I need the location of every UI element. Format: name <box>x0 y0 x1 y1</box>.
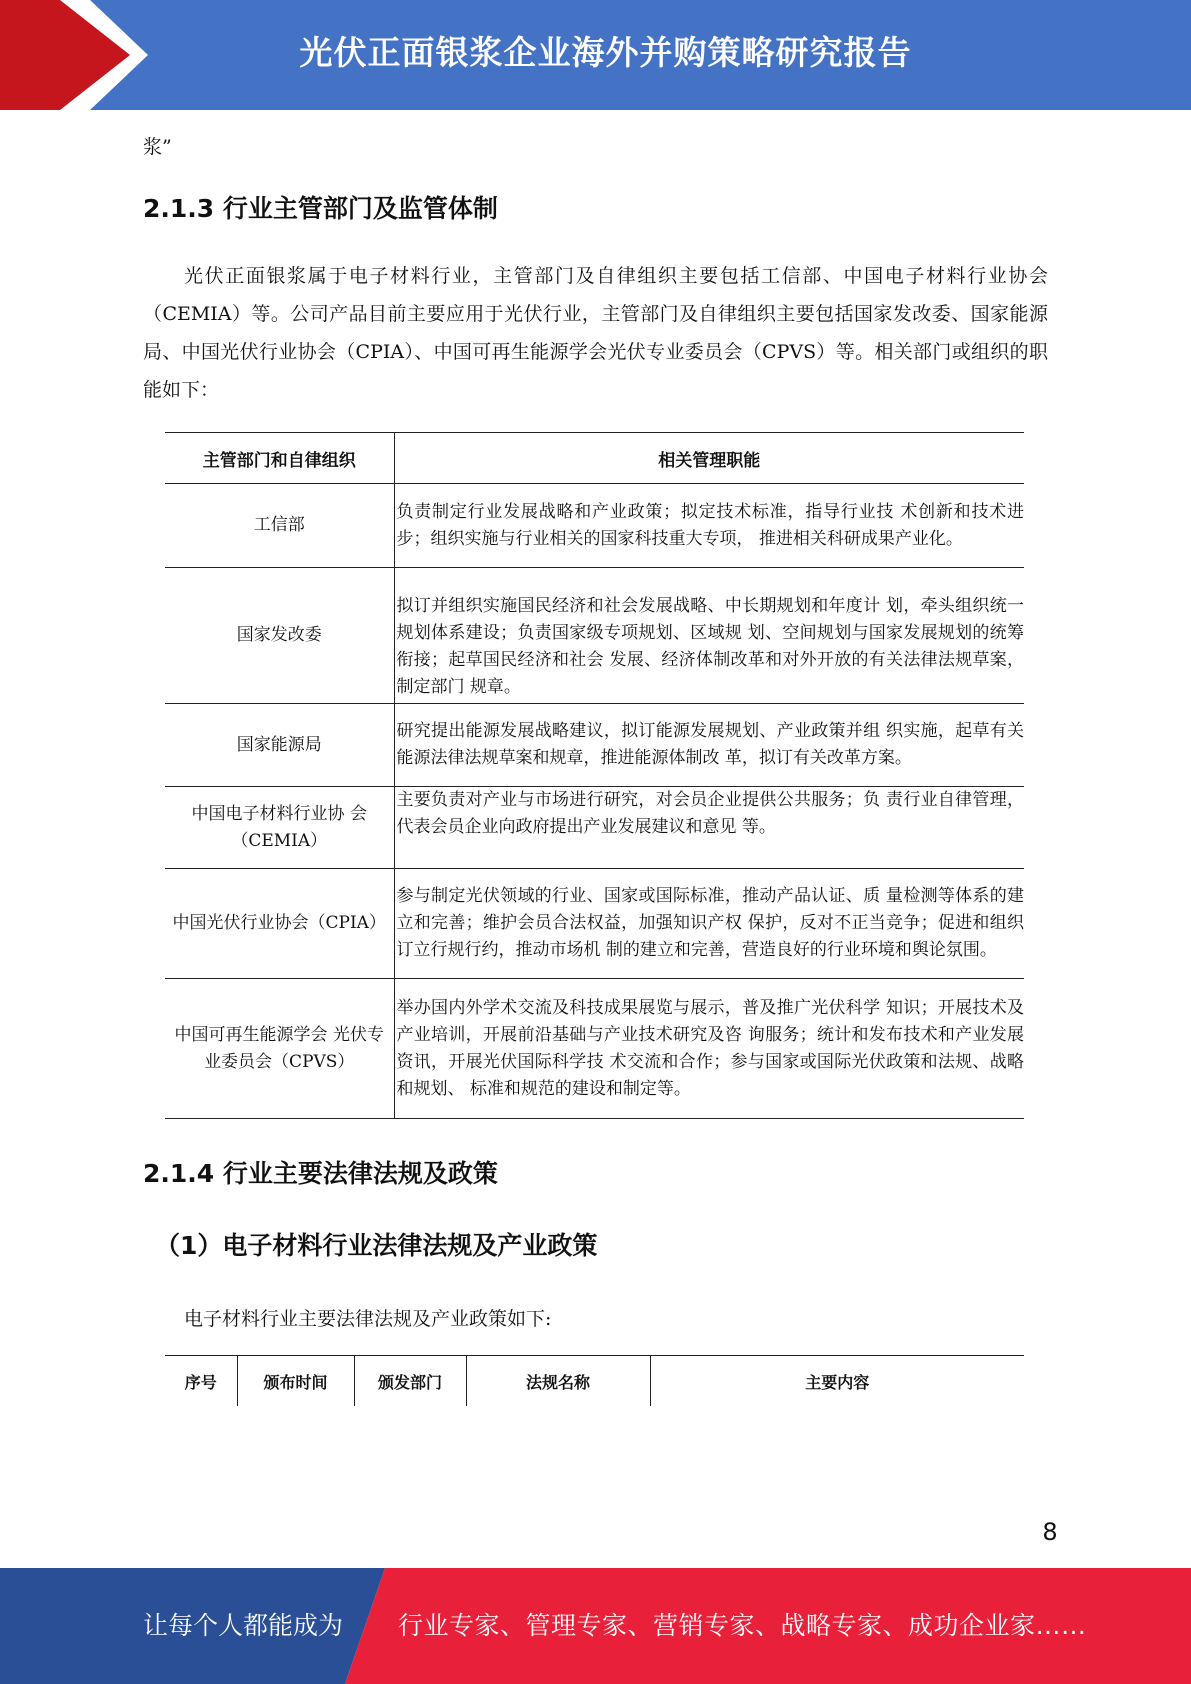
duties-table <box>165 432 1024 1119</box>
table-row <box>165 787 1024 869</box>
org-cell: 中国可再生能源学会 光伏专业委员会（CPVS） <box>165 979 394 1119</box>
carryover-text: 浆” <box>143 136 172 158</box>
table-row <box>165 979 1024 1119</box>
duty-cell: 研究提出能源发展战略建议，拟订能源发展规划、产业政策并组 织实施，起草有关能源法律法规草案和规章，推进能源体制改 革，拟订有关改革方案。 <box>394 704 1024 787</box>
table-header-row <box>165 1356 1024 1407</box>
org-cell: 国家能源局 <box>165 704 394 787</box>
duty-cell: 举办国内外学术交流及科技成果展览与展示，普及推广光伏科学 知识；开展技术及产业培训，开展前沿基础与产业技术研究及咨 询服务；统计和发布技术和产业发展资讯，开展光伏国际科学技 术交流和合作；参与国家或国际光伏政策和法规、战略和规划、 标准和规范的建设和制定等。 <box>394 979 1024 1119</box>
duty-cell: 负责制定行业发展战略和产业政策；拟定技术标准，指导行业技 术创新和技术进步；组织实施与行业相关的国家科技重大专项， 推进相关科研成果产业化。 <box>394 484 1024 568</box>
column-header: 颁布时间 <box>237 1356 354 1407</box>
org-cell: 中国电子材料行业协 会（CEMIA） <box>165 787 394 869</box>
section-heading-2-1-4: 2.1.4 行业主要法律法规及政策 <box>143 1159 498 1188</box>
column-header: 法规名称 <box>466 1356 650 1407</box>
section-heading-2-1-3: 2.1.3 行业主管部门及监管体制 <box>143 194 498 223</box>
duty-cell: 主要负责对产业与市场进行研究，对会员企业提供公共服务；负 责行业自律管理，代表会员企业向政府提出产业发展建议和意见 等。 <box>394 787 1024 869</box>
table-row <box>165 484 1024 568</box>
report-title: 光伏正面银浆企业海外并购策略研究报告 <box>299 33 912 72</box>
subsection-heading: （1）电子材料行业法律法规及产业政策 <box>155 1231 598 1260</box>
org-cell: 工信部 <box>165 484 394 568</box>
column-header: 主管部门和自律组织 <box>165 433 394 484</box>
page-header <box>0 0 1191 110</box>
footer-slogan-right: 行业专家、管理专家、营销专家、战略专家、成功企业家…… <box>398 1611 1087 1640</box>
table-row <box>165 869 1024 979</box>
section-paragraph: 光伏正面银浆属于电子材料行业，主管部门及自律组织主要包括工信部、中国电子材料行业协会（CEMIA）等。公司产品目前主要应用于光伏行业，主管部门及自律组织主要包括国家发改委、国家能源局、中国光伏行业协会（CPIA）、中国可再生能源学会光伏专业委员会（CPVS）等。相关部门或组织的职能如下： <box>143 265 1048 401</box>
table-row <box>165 704 1024 787</box>
duties-table-container <box>165 432 1024 1119</box>
column-header: 主要内容 <box>650 1356 1024 1407</box>
org-cell: 中国光伏行业协会（CPIA） <box>165 869 394 979</box>
org-cell: 国家发改委 <box>165 568 394 704</box>
subsection-intro: 电子材料行业主要法律法规及产业政策如下: <box>184 1308 552 1330</box>
column-header: 颁发部门 <box>354 1356 466 1407</box>
table-header-row <box>165 433 1024 484</box>
table-row <box>165 568 1024 704</box>
duty-cell: 拟订并组织实施国民经济和社会发展战略、中长期规划和年度计 划，牵头组织统一规划体系建设；负责国家级专项规划、区域规 划、空间规划与国家发展规划的统筹衔接；起草国民经济和社会 发展、经济体制改革和对外开放的有关法律法规草案，制定部门 规章。 <box>394 568 1024 704</box>
laws-table <box>165 1355 1024 1406</box>
laws-table-container <box>165 1355 1024 1406</box>
page-content <box>143 128 1048 1406</box>
duty-cell: 参与制定光伏领域的行业、国家或国际标准，推动产品认证、质 量检测等体系的建立和完善；维护会员合法权益，加强知识产权 保护，反对不正当竞争；促进和组织订立行规行约，推动市场机 制的建立和完善，营造良好的行业环境和舆论氛围。 <box>394 869 1024 979</box>
column-header: 序号 <box>184 1372 217 1392</box>
page-number: 8 <box>1042 1518 1058 1546</box>
footer-slogan-left: 让每个人都能成为 <box>143 1611 344 1640</box>
column-header: 相关管理职能 <box>394 433 1024 484</box>
page-footer <box>0 1568 1191 1684</box>
